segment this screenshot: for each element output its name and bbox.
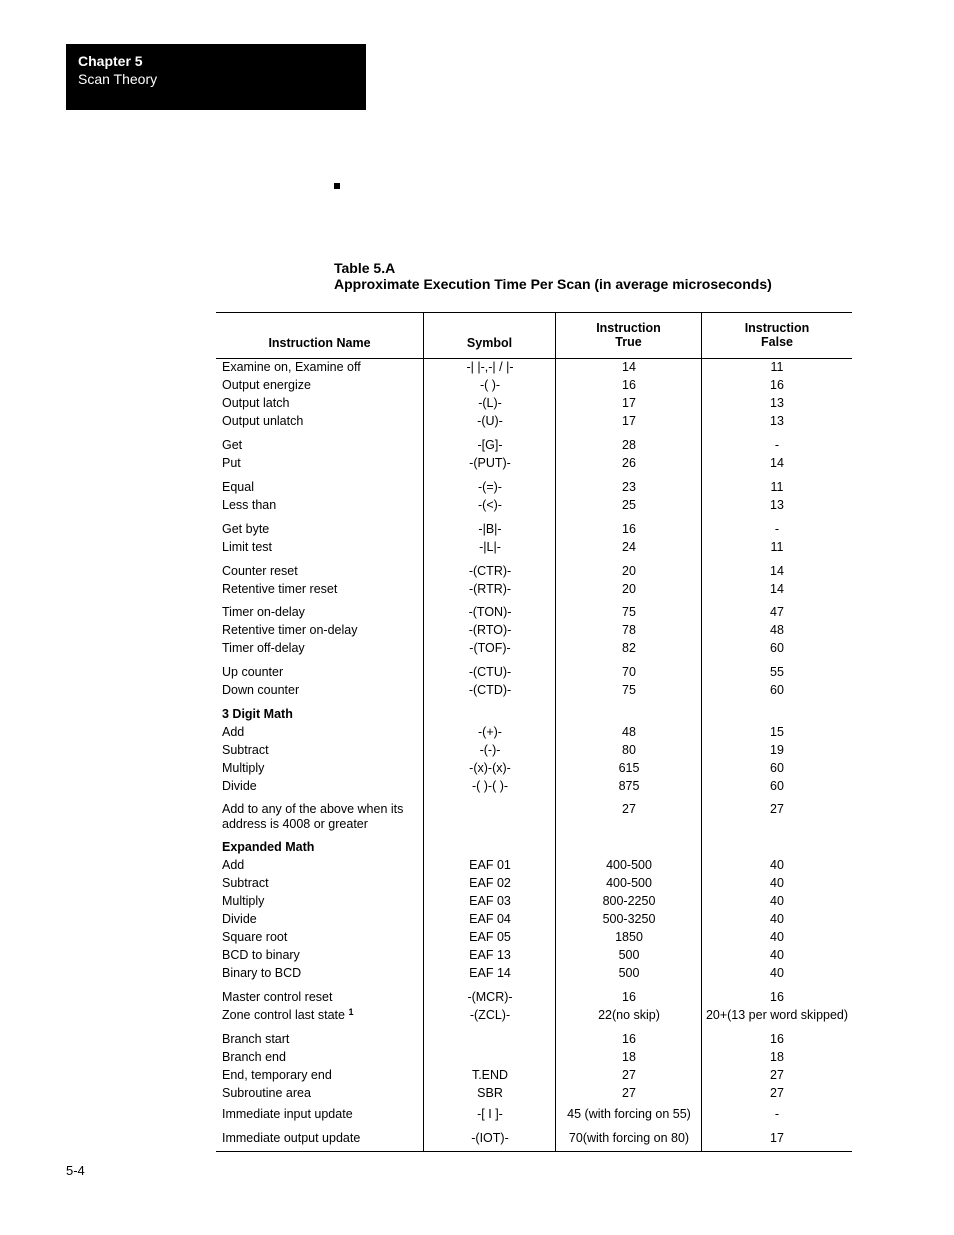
instruction-name-cell: [222, 360, 361, 374]
instruction-name-cell: [222, 725, 244, 739]
instruction-name-text: Immediate input update: [222, 1107, 353, 1121]
page-number: 5-4: [66, 1163, 85, 1178]
instruction-true-cell: 400-500: [606, 876, 652, 890]
instruction-true-cell: 17: [622, 396, 636, 410]
table-bottom-rule: [216, 1151, 852, 1152]
instruction-name-cell: [222, 990, 332, 1004]
instruction-name-text: Divide: [222, 779, 257, 793]
instruction-false-cell: 16: [770, 378, 784, 392]
instruction-true-cell: 26: [622, 456, 636, 470]
instruction-false-cell: 40: [770, 966, 784, 980]
instruction-name-text: Zone control last state: [222, 1008, 345, 1022]
instruction-name-cell: [222, 438, 242, 452]
instruction-name-text: Examine on, Examine off: [222, 360, 361, 374]
symbol-cell: -(=)-: [478, 480, 502, 494]
instruction-false-cell: 40: [770, 894, 784, 908]
bullet-icon: [334, 183, 340, 189]
instruction-name-text: BCD to binary: [222, 948, 300, 962]
instruction-true-cell: 23: [622, 480, 636, 494]
instruction-name-cell: [222, 1032, 289, 1046]
instruction-name-text: Square root: [222, 930, 288, 944]
instruction-false-cell: 16: [770, 990, 784, 1004]
symbol-cell: -|B|-: [478, 522, 502, 536]
symbol-cell: -(L)-: [478, 396, 502, 410]
instruction-false-cell: 13: [770, 414, 784, 428]
instruction-false-cell: 11: [770, 480, 784, 494]
instruction-name-text: Multiply: [222, 761, 265, 775]
instruction-true-cell: 1850: [615, 930, 643, 944]
instruction-false-cell: 40: [770, 858, 784, 872]
column-header-true-line2: True: [615, 335, 642, 349]
instruction-true-cell: 500: [618, 948, 640, 962]
symbol-cell: -( )-: [479, 378, 501, 392]
instruction-true-cell: 400-500: [606, 858, 652, 872]
instruction-false-cell: 14: [770, 582, 784, 596]
column-header-false: [702, 312, 852, 358]
instruction-true-cell: 27: [622, 1086, 636, 1100]
symbol-cell: -(CTR)-: [468, 564, 512, 578]
symbol-cell: -(+)-: [478, 725, 502, 739]
instruction-true-cell: 20: [622, 564, 636, 578]
instruction-true-cell: 28: [622, 438, 636, 452]
instruction-name-cell: [222, 966, 301, 980]
column-header-symbol: [424, 312, 555, 366]
instruction-true-cell: 20: [622, 582, 636, 596]
table-id: Table 5.A: [334, 260, 396, 276]
instruction-false-cell: 48: [770, 623, 784, 637]
instruction-name-cell: [222, 498, 276, 512]
instruction-true-cell: 875: [618, 779, 640, 793]
instruction-name-text: Put: [222, 456, 241, 470]
instruction-true-cell: 16: [622, 1032, 636, 1046]
instruction-false-cell: 19: [770, 743, 784, 757]
symbol-cell: -(MCR)-: [467, 990, 513, 1004]
instruction-false-cell: 13: [770, 498, 784, 512]
symbol-cell: EAF 04: [469, 912, 511, 926]
instruction-false-cell: 18: [770, 1050, 784, 1064]
table-title: Approximate Execution Time Per Scan (in average microseconds): [334, 276, 772, 292]
instruction-name-cell: [222, 540, 272, 554]
instruction-name-text: Branch end: [222, 1050, 286, 1064]
instruction-false-cell: 40: [770, 948, 784, 962]
instruction-name-cell: [222, 414, 303, 428]
table-caption: [334, 260, 772, 292]
instruction-true-cell: 14: [622, 360, 636, 374]
instruction-name-cell: [222, 683, 299, 697]
column-header-symbol-label: Symbol: [466, 336, 513, 350]
instruction-name-cell: [222, 912, 257, 926]
instruction-name-text: Add: [222, 725, 245, 739]
instruction-false-cell: 55: [770, 665, 784, 679]
instruction-false-cell: 20+(13 per word skipped): [705, 1008, 849, 1022]
instruction-name-cell: [222, 948, 300, 962]
instruction-name-text: Timer on-delay: [222, 605, 305, 619]
column-header-true-line1: Instruction: [596, 321, 661, 335]
instruction-true-cell: 48: [622, 725, 636, 739]
instruction-false-cell: 11: [770, 360, 784, 374]
instruction-name-text: Get: [222, 438, 243, 452]
instruction-name-cell: [222, 1107, 353, 1121]
symbol-cell: EAF 02: [469, 876, 511, 890]
instruction-name-text: Subroutine area: [222, 1086, 311, 1100]
instruction-name-cell: [222, 641, 305, 655]
symbol-cell: EAF 13: [469, 948, 511, 962]
chapter-number: Chapter 5: [78, 53, 143, 69]
instruction-true-cell: 18: [622, 1050, 636, 1064]
instruction-name-cell: [222, 894, 264, 908]
instruction-true-cell: 80: [622, 743, 636, 757]
instruction-name-cell: [222, 707, 293, 721]
instruction-name-cell: [222, 623, 357, 637]
instruction-name-cell: [222, 743, 269, 757]
instruction-false-cell: 17: [770, 1131, 784, 1145]
instruction-false-cell: 47: [770, 605, 784, 619]
symbol-cell: -(IOT)-: [471, 1131, 509, 1145]
instruction-false-cell: 14: [770, 564, 784, 578]
instruction-name-text: Add: [222, 858, 245, 872]
instruction-false-cell: 60: [770, 641, 784, 655]
symbol-cell: -(RTO)-: [468, 623, 512, 637]
instruction-name-cell: [222, 582, 337, 596]
instruction-name-text: Retentive timer reset: [222, 582, 338, 596]
instruction-name-text: Multiply: [222, 894, 265, 908]
instruction-true-cell: 82: [622, 641, 636, 655]
instruction-name-cell: [222, 1008, 353, 1022]
column-header-name: [216, 312, 423, 366]
instruction-name-text: 3 Digit Math: [222, 707, 293, 721]
instruction-false-cell: -: [774, 438, 780, 452]
instruction-true-cell: 17: [622, 414, 636, 428]
instruction-name-cell: [222, 396, 289, 410]
symbol-cell: EAF 05: [469, 930, 511, 944]
symbol-cell: -(<)-: [478, 498, 502, 512]
instruction-true-cell: 22(no skip): [598, 1008, 660, 1022]
column-header-false-line1: Instruction: [744, 321, 810, 335]
column-header-true: [556, 312, 701, 358]
symbol-cell: -|L|-: [479, 540, 501, 554]
instruction-false-cell: 11: [770, 540, 784, 554]
symbol-cell: T.END: [471, 1068, 509, 1082]
instruction-false-cell: 14: [770, 456, 784, 470]
instruction-true-cell: 75: [622, 605, 636, 619]
instruction-false-cell: 60: [770, 779, 784, 793]
symbol-cell: EAF 14: [469, 966, 511, 980]
instruction-name-cell: [222, 858, 244, 872]
instruction-false-cell: 40: [770, 930, 784, 944]
instruction-name-text: Limit test: [222, 540, 273, 554]
instruction-true-cell: 45 (with forcing on 55): [567, 1107, 691, 1121]
instruction-name-cell: [222, 1131, 360, 1145]
instruction-true-cell: 16: [622, 990, 636, 1004]
instruction-name-cell: [222, 378, 311, 392]
symbol-cell: -(x)-(x)-: [469, 761, 511, 775]
instruction-name-cell: [222, 456, 241, 470]
instruction-name-cell: [222, 779, 257, 793]
instruction-name-cell: [222, 564, 298, 578]
instruction-false-cell: 13: [770, 396, 784, 410]
instruction-name-cell: [222, 876, 269, 890]
instruction-true-cell: 27: [622, 1068, 636, 1082]
footnote-marker: 1: [348, 1007, 354, 1017]
instruction-name-continuation: address is 4008 or greater: [222, 817, 368, 831]
symbol-cell: -(PUT)-: [469, 456, 511, 470]
instruction-name-text: Less than: [222, 498, 277, 512]
instruction-false-cell: 60: [770, 761, 784, 775]
instruction-name-cell: [222, 761, 264, 775]
instruction-name-text: Equal: [222, 480, 254, 494]
instruction-false-cell: 27: [770, 1086, 784, 1100]
instruction-true-cell: 25: [622, 498, 636, 512]
instruction-name-cell: [222, 665, 283, 679]
instruction-false-cell: -: [774, 522, 780, 536]
instruction-name-cell: [222, 1086, 311, 1100]
instruction-name-text: Down counter: [222, 683, 300, 697]
instruction-true-cell: 16: [622, 378, 636, 392]
instruction-name-text: Subtract: [222, 876, 269, 890]
instruction-name-text: Get byte: [222, 522, 270, 536]
instruction-true-cell: 800-2250: [602, 894, 656, 908]
instruction-name-text: Expanded Math: [222, 840, 315, 854]
instruction-false-cell: 40: [770, 876, 784, 890]
instruction-name-cell: [222, 1050, 286, 1064]
symbol-cell: EAF 01: [469, 858, 511, 872]
instruction-false-cell: 40: [770, 912, 784, 926]
instruction-name-text: Retentive timer on-delay: [222, 623, 358, 637]
symbol-cell: -(CTD)-: [468, 683, 512, 697]
symbol-cell: -[ I ]-: [477, 1107, 503, 1121]
instruction-true-cell: 70: [622, 665, 636, 679]
instruction-name-cell: [222, 802, 403, 831]
column-header-false-line2: False: [761, 335, 793, 349]
symbol-cell: -| |-,-| / |-: [466, 360, 514, 374]
instruction-name-text: Up counter: [222, 665, 284, 679]
instruction-name-text: Add to any of the above when its: [222, 802, 404, 816]
instruction-name-text: Timer off-delay: [222, 641, 305, 655]
symbol-cell: -[G]-: [477, 438, 503, 452]
instruction-false-cell: 27: [770, 802, 784, 816]
instruction-name-cell: [222, 480, 254, 494]
execution-time-table: [216, 312, 852, 1152]
instruction-name-text: Counter reset: [222, 564, 298, 578]
instruction-name-text: Output latch: [222, 396, 290, 410]
column-header-name-label: Instruction Name: [268, 336, 371, 350]
symbol-cell: -(ZCL)-: [469, 1008, 511, 1022]
symbol-cell: -(-)-: [479, 743, 501, 757]
instruction-false-cell: 15: [770, 725, 784, 739]
instruction-name-text: Output unlatch: [222, 414, 304, 428]
instruction-name-text: Divide: [222, 912, 257, 926]
instruction-true-cell: 70(with forcing on 80): [568, 1131, 690, 1145]
symbol-cell: EAF 03: [469, 894, 511, 908]
instruction-name-cell: [222, 605, 305, 619]
instruction-name-text: Master control reset: [222, 990, 333, 1004]
instruction-true-cell: 27: [622, 802, 636, 816]
instruction-name-cell: [222, 1068, 332, 1082]
instruction-name-text: Branch start: [222, 1032, 290, 1046]
instruction-true-cell: 615: [618, 761, 640, 775]
instruction-name-text: End, temporary end: [222, 1068, 332, 1082]
symbol-cell: -(TOF)-: [469, 641, 511, 655]
instruction-false-cell: 27: [770, 1068, 784, 1082]
instruction-true-cell: 75: [622, 683, 636, 697]
instruction-name-cell: [222, 840, 314, 854]
symbol-cell: -(TON)-: [468, 605, 512, 619]
instruction-true-cell: 500-3250: [602, 912, 656, 926]
instruction-true-cell: 24: [622, 540, 636, 554]
instruction-name-text: Immediate output update: [222, 1131, 361, 1145]
chapter-title: Scan Theory: [78, 71, 158, 87]
instruction-false-cell: -: [774, 1107, 780, 1121]
instruction-name-text: Output energize: [222, 378, 311, 392]
symbol-cell: -(RTR)-: [468, 582, 512, 596]
instruction-name-cell: [222, 930, 287, 944]
symbol-cell: SBR: [477, 1086, 503, 1100]
instruction-false-cell: 60: [770, 683, 784, 697]
symbol-cell: -(CTU)-: [468, 665, 512, 679]
instruction-name-text: Subtract: [222, 743, 269, 757]
instruction-false-cell: 16: [770, 1032, 784, 1046]
instruction-name-cell: [222, 522, 269, 536]
instruction-name-text: Binary to BCD: [222, 966, 302, 980]
instruction-true-cell: 16: [622, 522, 636, 536]
symbol-cell: -( )-( )-: [471, 779, 509, 793]
instruction-true-cell: 78: [622, 623, 636, 637]
chapter-header: [66, 44, 366, 110]
symbol-cell: -(U)-: [477, 414, 503, 428]
instruction-true-cell: 500: [618, 966, 640, 980]
